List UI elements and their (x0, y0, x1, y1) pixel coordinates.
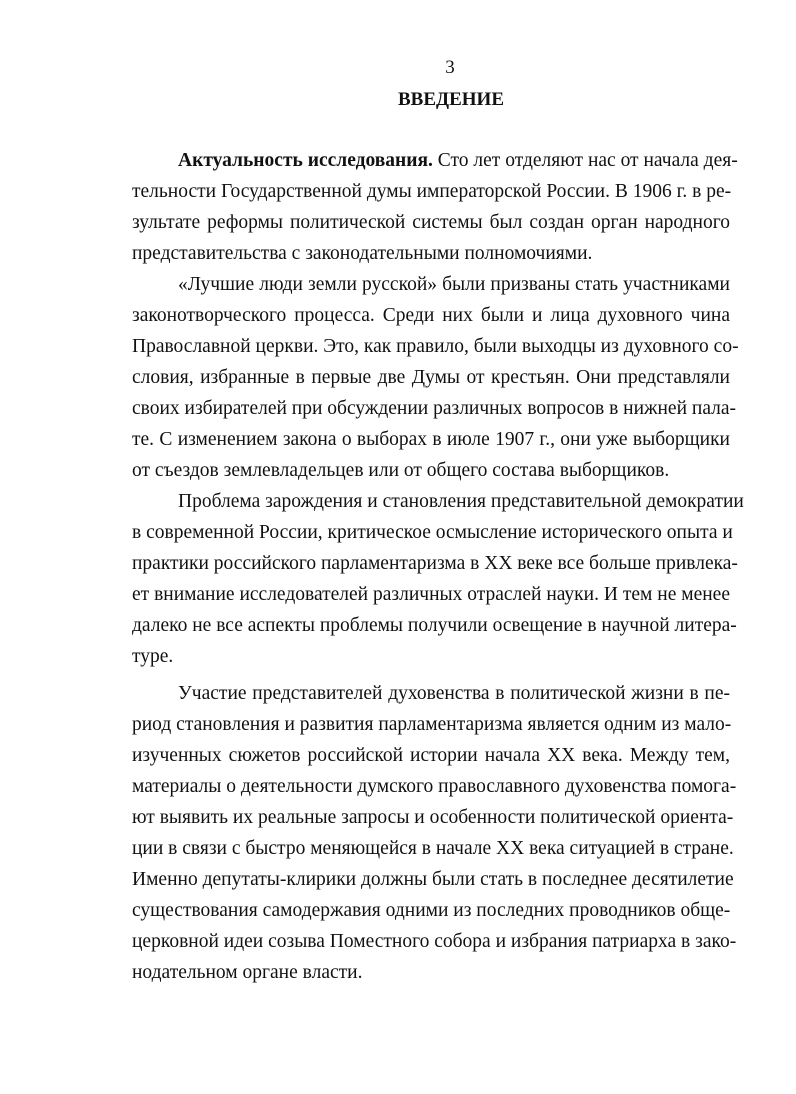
paragraph-line: нодательном органе власти. (132, 962, 363, 983)
page-number: 3 (445, 57, 455, 78)
paragraph-line: церковной идеи созыва Поместного собора и избрания патриарха в зако- (132, 931, 737, 952)
paragraph-line: практики российского парламентаризма в XX веке все больше привлека- (132, 553, 738, 574)
paragraph-line: тельности Государственной думы императорской России. В 1906 г. в ре- (132, 181, 732, 202)
paragraph-line: Проблема зарождения и становления представительной демократии (178, 491, 744, 512)
paragraph-line: словия, избранные в первые две Думы от крестьян. Они представляли (132, 367, 730, 388)
paragraph-line: ют выявить их реальные запросы и особенности политической ориента- (132, 807, 734, 828)
paragraph-line: ет внимание исследователей различных отраслей науки. И тем не менее (132, 584, 730, 605)
section-heading: ВВЕДЕНИЕ (398, 89, 504, 110)
lead-bold-text: Актуальность исследования. (178, 150, 433, 171)
paragraph-line: далеко не все аспекты проблемы получили освещение в научной литера- (132, 615, 737, 636)
paragraph-line: изученных сюжетов российской истории начала XX века. Между тем, (132, 745, 730, 766)
paragraph-line: риод становления и развития парламентаризма является одним из мало- (132, 714, 732, 735)
paragraph-line: от съездов землевладельцев или от общего состава выборщиков. (132, 460, 670, 481)
paragraph-line: ции в связи с быстро меняющейся в начале XX века ситуацией в стране. (132, 838, 734, 859)
paragraph-line: те. С изменением закона о выборах в июле 1907 г., они уже выборщики (132, 429, 730, 450)
paragraph-line: материалы о деятельности думского православного духовенства помога- (132, 776, 737, 797)
paragraph-line (178, 149, 738, 173)
paragraph-line: существования самодержавия одними из последних проводников обще- (132, 900, 731, 921)
paragraph-line: своих избирателей при обсуждении различных вопросов в нижней пала- (132, 398, 737, 419)
paragraph-line: в современной России, критическое осмысление исторического опыта и (132, 522, 733, 543)
paragraph-line: зультате реформы политической системы был создан орган народного (132, 212, 730, 233)
paragraph-line: Православной церкви. Это, как правило, были выходцы из духовного со- (132, 336, 739, 357)
paragraph-line: Именно депутаты-клирики должны были стать в последнее десятилетие (132, 869, 734, 890)
paragraph-line: законотворческого процесса. Среди них были и лица духовного чина (132, 305, 730, 326)
paragraph-line: туре. (132, 646, 174, 667)
paragraph-line: «Лучшие люди земли русской» были призваны стать участниками (178, 274, 730, 295)
line-text: Сто лет отделяют нас от начала дея- (432, 150, 738, 171)
paragraph-line: Участие представителей духовенства в политической жизни в пе- (178, 683, 730, 704)
paragraph-line: представительства с законодательными полномочиями. (132, 243, 593, 264)
